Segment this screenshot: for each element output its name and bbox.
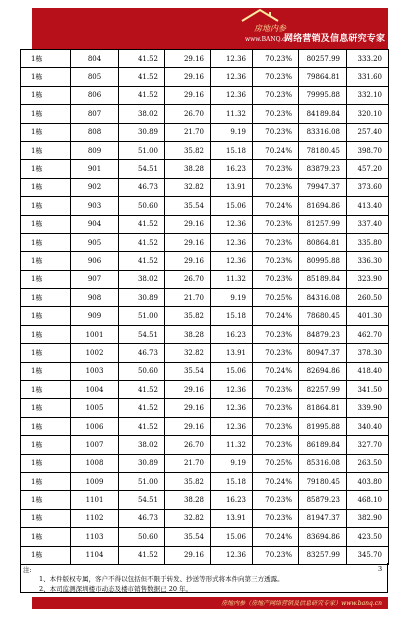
table-cell: 41.52 <box>119 546 165 564</box>
table-cell: 909 <box>71 307 119 325</box>
table-cell: 29.16 <box>165 50 211 68</box>
table-cell: 809 <box>71 141 119 159</box>
table-cell: 80995.88 <box>299 252 347 270</box>
table-cell: 70.23% <box>253 178 299 196</box>
table-cell: 50.60 <box>119 362 165 380</box>
table-row <box>21 215 389 233</box>
table-cell: 1栋 <box>21 307 71 325</box>
table-cell: 1103 <box>71 528 119 546</box>
table-cell: 84189.84 <box>299 105 347 123</box>
table-cell: 32.82 <box>165 178 211 196</box>
table-cell: 70.23% <box>253 50 299 68</box>
table-cell: 38.02 <box>119 270 165 288</box>
table-cell: 70.25% <box>253 454 299 472</box>
footer-text: 房地内参（房地产网络营销及信息研究专家）www.banq.cn <box>221 600 382 607</box>
table-cell: 78680.45 <box>299 307 347 325</box>
table-row <box>21 399 389 417</box>
table-cell: 12.36 <box>211 546 253 564</box>
table-cell: 81995.88 <box>299 417 347 435</box>
table-cell: 1栋 <box>21 178 71 196</box>
table-cell: 12.36 <box>211 86 253 104</box>
table-cell: 1栋 <box>21 546 71 564</box>
table-row <box>21 141 389 159</box>
table-cell: 12.36 <box>211 233 253 251</box>
table-cell: 46.73 <box>119 509 165 527</box>
table-cell: 1栋 <box>21 454 71 472</box>
table-cell: 337.40 <box>347 215 389 233</box>
table-cell: 35.82 <box>165 472 211 490</box>
table-cell: 70.23% <box>253 325 299 343</box>
table-cell: 1栋 <box>21 381 71 399</box>
table-cell: 30.89 <box>119 123 165 141</box>
table-cell: 418.40 <box>347 362 389 380</box>
table-cell: 1栋 <box>21 528 71 546</box>
table-cell: 70.24% <box>253 307 299 325</box>
table-cell: 457.20 <box>347 160 389 178</box>
table-row <box>21 325 389 343</box>
table-cell: 9.19 <box>211 289 253 307</box>
table-cell: 1栋 <box>21 68 71 86</box>
table-cell: 9.19 <box>211 123 253 141</box>
table-cell: 1101 <box>71 491 119 509</box>
table-cell: 32.82 <box>165 509 211 527</box>
table-cell: 1006 <box>71 417 119 435</box>
table-cell: 54.51 <box>119 325 165 343</box>
table-cell: 1栋 <box>21 491 71 509</box>
table-cell: 423.50 <box>347 528 389 546</box>
table-cell: 80257.99 <box>299 50 347 68</box>
table-cell: 29.16 <box>165 417 211 435</box>
table-cell: 70.23% <box>253 233 299 251</box>
table-cell: 83694.86 <box>299 528 347 546</box>
table-row <box>21 233 389 251</box>
table-cell: 13.91 <box>211 509 253 527</box>
table-cell: 51.00 <box>119 307 165 325</box>
table-cell: 12.36 <box>211 215 253 233</box>
table-cell: 904 <box>71 215 119 233</box>
table-cell: 1007 <box>71 436 119 454</box>
table-cell: 902 <box>71 178 119 196</box>
table-row <box>21 417 389 435</box>
table-cell: 29.16 <box>165 546 211 564</box>
table-cell: 12.36 <box>211 252 253 270</box>
table-cell: 29.16 <box>165 68 211 86</box>
table-cell: 70.23% <box>253 68 299 86</box>
table-cell: 13.91 <box>211 178 253 196</box>
table-cell: 468.10 <box>347 491 389 509</box>
table-cell: 70.24% <box>253 472 299 490</box>
table-cell: 340.40 <box>347 417 389 435</box>
table-cell: 41.52 <box>119 50 165 68</box>
table-cell: 82694.86 <box>299 362 347 380</box>
table-cell: 29.16 <box>165 399 211 417</box>
price-table <box>20 49 389 565</box>
table-cell: 1002 <box>71 344 119 362</box>
table-cell: 50.60 <box>119 528 165 546</box>
table-cell: 260.50 <box>347 289 389 307</box>
table-cell: 70.23% <box>253 436 299 454</box>
notes-label: 注: <box>23 566 32 574</box>
table-cell: 1栋 <box>21 105 71 123</box>
table-cell: 341.50 <box>347 381 389 399</box>
table-row <box>21 178 389 196</box>
table-cell: 12.36 <box>211 399 253 417</box>
table-cell: 70.23% <box>253 344 299 362</box>
table-cell: 1栋 <box>21 141 71 159</box>
table-cell: 15.06 <box>211 362 253 380</box>
table-row <box>21 105 389 123</box>
table-cell: 331.60 <box>347 68 389 86</box>
table-cell: 16.23 <box>211 160 253 178</box>
table-cell: 21.70 <box>165 123 211 141</box>
table-cell: 38.02 <box>119 105 165 123</box>
table-cell: 35.54 <box>165 362 211 380</box>
table-cell: 382.90 <box>347 509 389 527</box>
table-cell: 41.52 <box>119 399 165 417</box>
table-row <box>21 491 389 509</box>
table-cell: 81947.37 <box>299 509 347 527</box>
table-cell: 12.36 <box>211 50 253 68</box>
table-cell: 86189.84 <box>299 436 347 454</box>
table-cell: 327.70 <box>347 436 389 454</box>
table-cell: 15.06 <box>211 197 253 215</box>
table-cell: 26.70 <box>165 105 211 123</box>
table-cell: 54.51 <box>119 491 165 509</box>
logo-url: www.BANQ.cn <box>245 36 290 43</box>
table-cell: 51.00 <box>119 472 165 490</box>
page-number: 3 <box>378 565 383 573</box>
table-cell: 41.52 <box>119 233 165 251</box>
table-cell: 1栋 <box>21 160 71 178</box>
table-cell: 12.36 <box>211 68 253 86</box>
table-cell: 806 <box>71 86 119 104</box>
logo-name: 房地内参 <box>254 24 286 33</box>
table-cell: 1102 <box>71 509 119 527</box>
table-cell: 378.30 <box>347 344 389 362</box>
table-cell: 336.30 <box>347 252 389 270</box>
table-cell: 41.52 <box>119 417 165 435</box>
table-cell: 85879.23 <box>299 491 347 509</box>
table-cell: 1栋 <box>21 86 71 104</box>
table-cell: 50.60 <box>119 197 165 215</box>
table-cell: 1栋 <box>21 472 71 490</box>
table-cell: 41.52 <box>119 86 165 104</box>
table-cell: 1005 <box>71 399 119 417</box>
table-cell: 70.24% <box>253 528 299 546</box>
table-cell: 80947.37 <box>299 344 347 362</box>
table-cell: 16.23 <box>211 325 253 343</box>
table-cell: 16.23 <box>211 491 253 509</box>
table-cell: 1栋 <box>21 325 71 343</box>
table-row <box>21 546 389 564</box>
table-cell: 15.06 <box>211 528 253 546</box>
table-cell: 70.23% <box>253 509 299 527</box>
table-cell: 84316.08 <box>299 289 347 307</box>
table-cell: 85316.08 <box>299 454 347 472</box>
table-cell: 70.23% <box>253 491 299 509</box>
table-cell: 46.73 <box>119 344 165 362</box>
table-cell: 81257.99 <box>299 215 347 233</box>
table-cell: 11.32 <box>211 270 253 288</box>
table-cell: 373.60 <box>347 178 389 196</box>
table-cell: 903 <box>71 197 119 215</box>
table-row <box>21 344 389 362</box>
table-row <box>21 270 389 288</box>
table-cell: 1004 <box>71 381 119 399</box>
table-row <box>21 197 389 215</box>
table-row <box>21 123 389 141</box>
table-row <box>21 68 389 86</box>
table-cell: 35.82 <box>165 307 211 325</box>
table-cell: 1栋 <box>21 344 71 362</box>
table-cell: 335.80 <box>347 233 389 251</box>
table-cell: 70.23% <box>253 252 299 270</box>
table-cell: 29.16 <box>165 233 211 251</box>
table-cell: 70.23% <box>253 160 299 178</box>
table-cell: 1栋 <box>21 399 71 417</box>
table-cell: 70.23% <box>253 123 299 141</box>
table-cell: 11.32 <box>211 436 253 454</box>
footer-banner <box>32 597 388 609</box>
note-item: 1、本件版权专属，客户不得以包括但不限于转发、抄送等形式将本件向第三方透露。 <box>39 575 284 583</box>
table-cell: 462.70 <box>347 325 389 343</box>
table-cell: 906 <box>71 252 119 270</box>
table-cell: 70.24% <box>253 362 299 380</box>
table-cell: 11.32 <box>211 105 253 123</box>
table-cell: 333.20 <box>347 50 389 68</box>
table-cell: 15.18 <box>211 141 253 159</box>
table-cell: 79947.37 <box>299 178 347 196</box>
table-cell: 29.16 <box>165 86 211 104</box>
table-cell: 81864.81 <box>299 399 347 417</box>
table-cell: 1栋 <box>21 436 71 454</box>
table-cell: 35.54 <box>165 528 211 546</box>
table-cell: 70.24% <box>253 197 299 215</box>
table-cell: 35.82 <box>165 141 211 159</box>
table-row <box>21 86 389 104</box>
table-cell: 84879.23 <box>299 325 347 343</box>
table-cell: 401.30 <box>347 307 389 325</box>
table-cell: 807 <box>71 105 119 123</box>
table-cell: 12.36 <box>211 381 253 399</box>
table-cell: 41.52 <box>119 381 165 399</box>
table-row <box>21 307 389 325</box>
table-cell: 901 <box>71 160 119 178</box>
table-cell: 70.23% <box>253 399 299 417</box>
table-cell: 1001 <box>71 325 119 343</box>
table-row <box>21 528 389 546</box>
table-row <box>21 160 389 178</box>
table-cell: 70.23% <box>253 381 299 399</box>
table-cell: 29.16 <box>165 381 211 399</box>
table-row <box>21 50 389 68</box>
table-cell: 29.16 <box>165 252 211 270</box>
table-cell: 79864.81 <box>299 68 347 86</box>
table-cell: 1栋 <box>21 270 71 288</box>
table-row <box>21 289 389 307</box>
table-cell: 81694.86 <box>299 197 347 215</box>
table-row <box>21 454 389 472</box>
table-cell: 1栋 <box>21 289 71 307</box>
table-cell: 13.91 <box>211 344 253 362</box>
table-cell: 83316.08 <box>299 123 347 141</box>
table-cell: 1009 <box>71 472 119 490</box>
table-cell: 70.23% <box>253 86 299 104</box>
table-cell: 70.23% <box>253 270 299 288</box>
table-row <box>21 472 389 490</box>
table-cell: 32.82 <box>165 344 211 362</box>
table-cell: 905 <box>71 233 119 251</box>
table-cell: 83879.23 <box>299 160 347 178</box>
table-cell: 403.80 <box>347 472 389 490</box>
table-cell: 1003 <box>71 362 119 380</box>
table-cell: 339.90 <box>347 399 389 417</box>
table-cell: 38.28 <box>165 160 211 178</box>
table-cell: 1104 <box>71 546 119 564</box>
table-cell: 323.90 <box>347 270 389 288</box>
table-cell: 82257.99 <box>299 381 347 399</box>
banner-title: 网络营销及信息研究专家 <box>284 34 386 44</box>
table-cell: 1栋 <box>21 50 71 68</box>
table-cell: 1栋 <box>21 197 71 215</box>
table-cell: 85189.84 <box>299 270 347 288</box>
table-cell: 41.52 <box>119 252 165 270</box>
table-cell: 263.50 <box>347 454 389 472</box>
table-cell: 78180.45 <box>299 141 347 159</box>
table-cell: 804 <box>71 50 119 68</box>
table-row <box>21 509 389 527</box>
table-cell: 1栋 <box>21 362 71 380</box>
table-cell: 38.02 <box>119 436 165 454</box>
table-cell: 79180.45 <box>299 472 347 490</box>
table-row <box>21 252 389 270</box>
table-cell: 1栋 <box>21 123 71 141</box>
table-cell: 41.52 <box>119 68 165 86</box>
table-cell: 1栋 <box>21 509 71 527</box>
table-cell: 257.40 <box>347 123 389 141</box>
table-cell: 70.23% <box>253 417 299 435</box>
table-cell: 15.18 <box>211 472 253 490</box>
table-cell: 320.10 <box>347 105 389 123</box>
table-cell: 413.40 <box>347 197 389 215</box>
table-cell: 80864.81 <box>299 233 347 251</box>
table-cell: 79995.88 <box>299 86 347 104</box>
table-cell: 9.19 <box>211 454 253 472</box>
table-cell: 70.23% <box>253 215 299 233</box>
table-row <box>21 436 389 454</box>
table-cell: 41.52 <box>119 215 165 233</box>
table-cell: 345.70 <box>347 546 389 564</box>
table-cell: 21.70 <box>165 454 211 472</box>
table-cell: 26.70 <box>165 436 211 454</box>
table-cell: 70.25% <box>253 289 299 307</box>
table-cell: 51.00 <box>119 141 165 159</box>
table-cell: 398.70 <box>347 141 389 159</box>
table-row <box>21 381 389 399</box>
table-cell: 30.89 <box>119 289 165 307</box>
table-cell: 1栋 <box>21 215 71 233</box>
notes-box <box>20 563 388 593</box>
house-roof-icon <box>240 8 280 22</box>
table-cell: 1栋 <box>21 252 71 270</box>
table-cell: 70.23% <box>253 546 299 564</box>
table-cell: 12.36 <box>211 417 253 435</box>
table-cell: 908 <box>71 289 119 307</box>
table-cell: 907 <box>71 270 119 288</box>
table-cell: 1栋 <box>21 233 71 251</box>
table-cell: 38.28 <box>165 491 211 509</box>
table-cell: 38.28 <box>165 325 211 343</box>
table-cell: 29.16 <box>165 215 211 233</box>
table-cell: 54.51 <box>119 160 165 178</box>
table-cell: 15.18 <box>211 307 253 325</box>
table-cell: 332.10 <box>347 86 389 104</box>
table-cell: 808 <box>71 123 119 141</box>
table-cell: 46.73 <box>119 178 165 196</box>
table-cell: 83257.99 <box>299 546 347 564</box>
table-row <box>21 362 389 380</box>
table-cell: 35.54 <box>165 197 211 215</box>
table-cell: 70.23% <box>253 105 299 123</box>
table-cell: 1栋 <box>21 417 71 435</box>
note-item: 2、本司监测深圳楼市动态及楼市销售数据已 20 年。 <box>39 585 193 593</box>
table-cell: 21.70 <box>165 289 211 307</box>
table-cell: 1008 <box>71 454 119 472</box>
table-cell: 805 <box>71 68 119 86</box>
table-cell: 30.89 <box>119 454 165 472</box>
table-cell: 26.70 <box>165 270 211 288</box>
table-cell: 70.24% <box>253 141 299 159</box>
